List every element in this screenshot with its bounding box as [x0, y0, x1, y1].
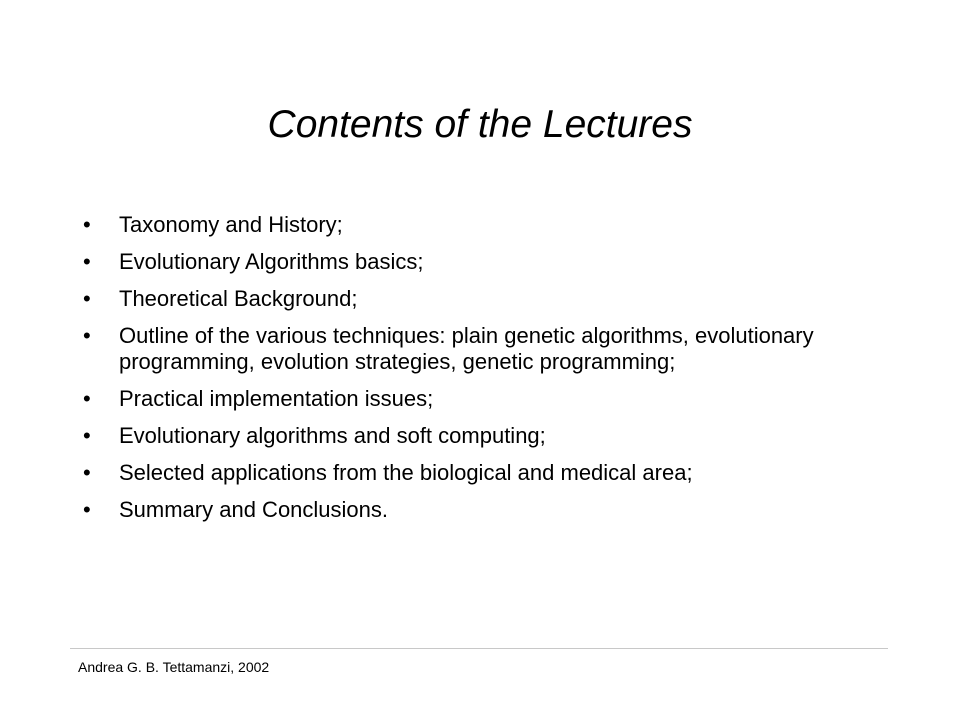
slide-title: Contents of the Lectures: [267, 103, 693, 146]
bullet-item-theory: • Theoretical Background;: [80, 286, 870, 312]
bullet-item-taxonomy: • Taxonomy and History;: [80, 212, 870, 238]
bullet-list: [80, 212, 870, 534]
bullet-item-soft-computing: • Evolutionary algorithms and soft computing;: [80, 423, 870, 449]
bullet-item-applications: • Selected applications from the biological and medical area;: [80, 460, 870, 486]
footer-author: Andrea G. B. Tettamanzi, 2002: [78, 659, 270, 675]
bullet-item-ea-basics: • Evolutionary Algorithms basics;: [80, 249, 870, 275]
footer-divider: [70, 648, 888, 649]
bullet-item-techniques: • Outline of the various techniques: plain genetic algorithms, evolutionary programming, evolution strategies, genetic programming;: [80, 323, 870, 375]
bullet-item-implementation: • Practical implementation issues;: [80, 386, 870, 412]
bullet-item-summary: • Summary and Conclusions.: [80, 497, 870, 523]
